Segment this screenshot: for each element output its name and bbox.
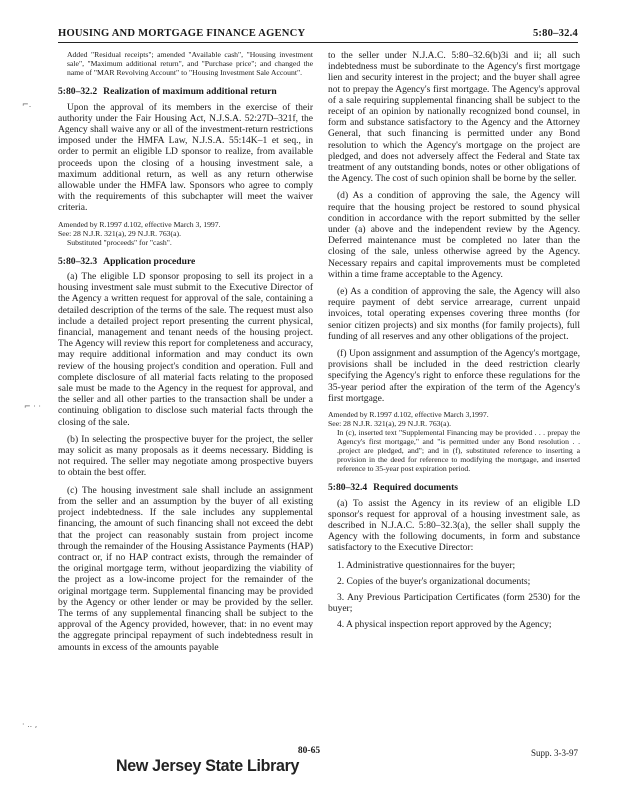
history-note: Amended by R.1997 d.102, effective March 3,1997. <box>328 410 489 420</box>
section-number: 5:80–32.3 <box>58 255 98 267</box>
list-item: 2. Copies of the buyer's organizational documents; <box>337 575 531 587</box>
supplement-date: Supp. 3-3-97 <box>531 748 578 758</box>
section-heading <box>58 86 313 98</box>
margin-mark: ⌐ · · <box>24 402 41 411</box>
history-note: See: 28 N.J.R. 321(a), 29 N.J.R. 763(a). <box>328 419 451 429</box>
paragraph: (e) As a condition of approving the sale, the Agency will also require payment of debt service arrearage, current unpaid invoices, total operating expenses covering three months (for senior citizen projects) and six months (for family projects), full funding of all reserves and any other obligations of the project. <box>328 286 580 342</box>
page-number: 80-65 <box>297 746 321 756</box>
paragraph: (a) The eligible LD sponsor proposing to sell its project in a housing investment sale must submit to the Executive Director of the Agency a written request for approval of the sale, containing a detailed description of the terms of the sale. The request must also include a detailed project report presenting the current physical, financial, management and tenant needs of the housing project. The Agency will review this report for completeness and accuracy, may require additional information and may conduct its own review of the housing project's condition and operation. Full and complete disclosure of all material facts relating to the proposed sale must be made to the Agency in the request for approval, and the seller and all other parties to the transaction shall be under a continuing obligation to disclose such material facts through the closing of the sale. <box>58 271 313 428</box>
section-heading <box>58 256 313 268</box>
left-column <box>58 50 313 659</box>
library-stamp: New Jersey State Library <box>116 757 300 776</box>
paragraph: (c) The housing investment sale shall include an assignment from the seller and an assumption by the buyer of all existing project indebtedness. If the sale includes any supplemental financing, the amount of such financing shall not exceed the debt that the project can reasonably sustain from project income through the remainder of the Housing Assistance Payments (HAP) contract or, if no HAP contract exists, through the remainder of the original mortgage term, without jeopardizing the viability of the project as a low-income project for the remainder of the original mortgage term. Supplemental financing may be provided by the Agency or other lender or may be provided by the seller. The terms of any supplemental financing shall be subject to the approval of the Agency provided, however, that: in no event may the aggregate principal repayment of such indebtedness result in amounts in excess of the amounts payable <box>58 484 313 653</box>
section-number: 5:80–32.2 <box>58 86 98 97</box>
list-item: 1. Administrative questionnaires for the buyer; <box>337 559 516 571</box>
list-item: 3. Any Previous Participation Certificates (form 2530) for the buyer; <box>328 592 580 615</box>
header-section-number: 5:80–32.4 <box>532 28 578 39</box>
section-title: Required documents <box>373 482 459 494</box>
right-column <box>328 50 580 636</box>
paragraph: (b) In selecting the prospective buyer for the project, the seller may solicit as many proposals as it deems necessary. Bidding is not required. The seller may negotiate among prospective buyers to obtain the best offer. <box>58 433 313 479</box>
margin-mark: ⌐. <box>22 100 32 109</box>
section-number: 5:80–32.4 <box>328 482 368 494</box>
history-note: Added "Residual receipts"; amended "Available cash", "Housing investment sale", "Maximum additional return", and "Purchase price"; and changed the name of "MAR Revolving Account" to "Housing Investment Sale Account". <box>67 50 313 77</box>
section-heading <box>328 482 580 494</box>
history-note: In (c), inserted text "Supplemental Financing may be provided . . . prepay the Agency's first mortgage," and "is permitted under any Bond resolution . . .project are pledged, and"; and in (f), substituted reference to inserting a provision in the deed for reference to modifying the mortgage, and inserted reference to 35-year post expiration period. <box>337 428 580 474</box>
paragraph: (f) Upon assignment and assumption of the Agency's mortgage, provisions shall be included in the deed restriction clearly specifying the Agency's right to enforce these regulations for the 35-year period after the expiration of the term of the Agency's first mortgage. <box>328 348 580 404</box>
history-note: See: 28 N.J.R. 321(a), 29 N.J.R. 763(a). <box>58 228 181 238</box>
paragraph: Upon the approval of its members in the exercise of their authority under the Fair Housing Act, N.J.S.A. 52:27D–321f, the Agency shall waive any or all of the investment-return restrictions imposed under the HMFA Law, N.J.S.A. 55:14K–1 et seq., in order to permit an eligible LD sponsor to realize, from available proceeds upon the closing of a housing investment sale, a maximum additional return, as well as any return otherwise allowable under the HMFA law. Sponsors who agree to comply with the requirements of this subchapter will meet the waiver criteria. <box>58 101 313 214</box>
header-title: HOUSING AND MORTGAGE FINANCE AGENCY <box>58 28 306 39</box>
list-item: 4. A physical inspection report approved by the Agency; <box>337 619 552 631</box>
section-title: Realization of maximum additional return <box>103 86 277 97</box>
running-header <box>58 28 578 43</box>
history-note: Substituted "proceeds" for "cash". <box>67 237 172 247</box>
section-title: Application procedure <box>103 255 196 267</box>
paragraph: (a) To assist the Agency in its review of an eligible LD sponsor's request for approval of a housing investment sale, as described in N.J.A.C. 5:80–32.3(a), the seller shall supply the Agency with the following documents, in form and substance satisfactory to the Executive Director: <box>328 497 580 554</box>
margin-mark: · .. , <box>22 720 38 729</box>
paragraph: (d) As a condition of approving the sale, the Agency will require that the housing project be restored to sound physical condition in accordance with the report submitted by the seller under (a) above and the independent review by the Agency. Deferred maintenance must be completed no later than the closing of the sale, unless otherwise agreed by the Agency. Necessary repairs and capital improvements must be completed within a time frame acceptable to the Agency. <box>328 190 580 280</box>
paragraph: to the seller under N.J.A.C. 5:80–32.6(b)3i and ii; all such indebtedness must be subordinate to the Agency's first mortgage lien and security interest in the project; and the buyer shall agree not to prepay the Agency's first mortgage. The Agency's approval of a sale requiring supplemental financing shall be subject to the receipt of an opinion by nationally recognized bond counsel, in form and substance satisfactory to the Agency and the Attorney General, that such financing is permitted under any Bond resolution to which the Agency's mortgage on the project are pledged, and does not adversely affect the Federal and State tax treatment of any outstanding bonds, notes or other obligations of the Agency. The cost of such opinion shall be borne by the seller. <box>328 50 580 185</box>
history-note: Amended by R.1997 d.102, effective March 3, 1997. <box>58 219 221 229</box>
